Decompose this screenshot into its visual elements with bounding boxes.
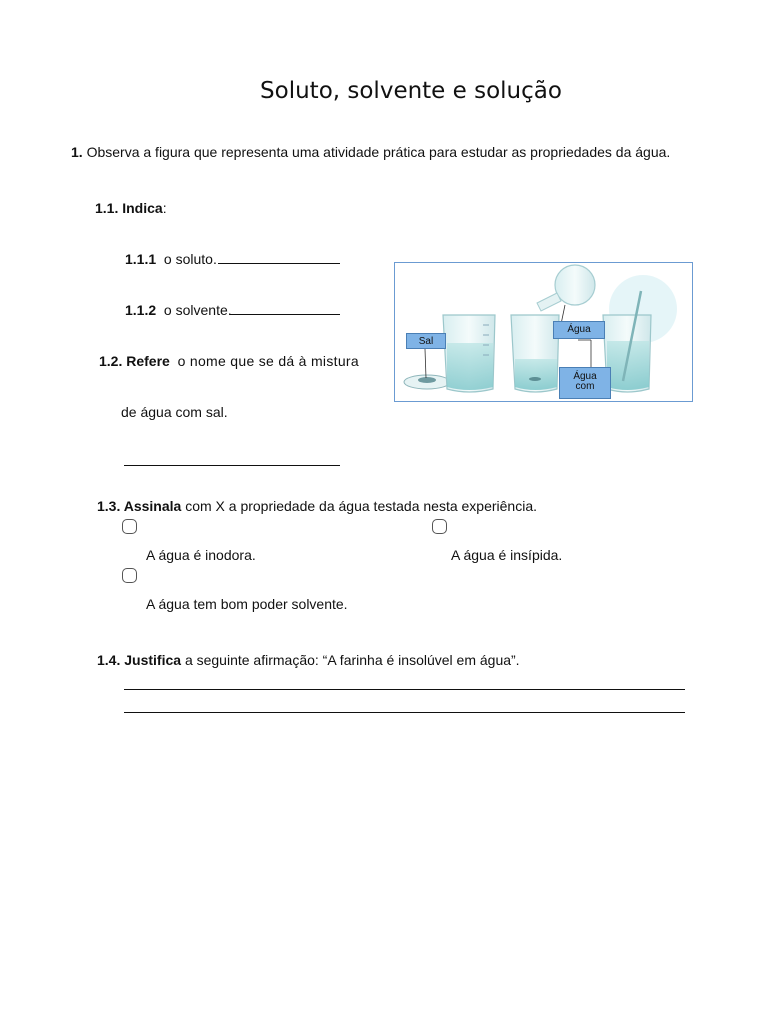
salt-pile [418,377,436,383]
question-1-1-1-text: o soluto. [163,251,217,267]
flask [555,265,595,305]
question-1-3-number: 1.3. Assinala [97,498,182,514]
question-1-3-text: com X a propriedade da água testada nesta experiência. [185,498,537,514]
question-1-3 [97,497,537,515]
question-1-text: Observa a figura que representa uma atividade prática para estudar as propriedades da água. [86,144,671,160]
question-1-1-number: 1.1. Indica [95,200,163,216]
option-solvente-checkbox[interactable] [122,568,137,583]
answer-line-justifica-1[interactable] [124,689,685,690]
question-1-2-text: o nome que se dá à mistura [177,353,359,369]
question-1-4-text: a seguinte afirmação: “A farinha é insolúvel em água”. [184,652,520,668]
question-1-1 [95,199,167,217]
question-1-1-1 [125,250,217,268]
option-inodora-label: A água é inodora. [146,547,256,563]
question-1-1-2-text: o solvente. [163,302,232,318]
question-1 [71,143,670,161]
label-agua-com-line2: com [575,381,595,392]
experiment-figure [394,262,693,402]
question-1-2 [99,352,359,370]
label-agua: Água [553,321,605,339]
label-agua-com-line1: Água [573,371,597,382]
answer-line-mistura[interactable] [124,465,340,466]
question-1-1-1-number: 1.1.1 [125,251,157,267]
question-1-1-2 [125,301,232,319]
question-1-2-number: 1.2. Refere [99,353,170,369]
option-solvente-label: A água tem bom poder solvente. [146,596,348,612]
question-1-2-text-line2: de água com sal. [121,404,228,420]
option-insipida-label: A água é insípida. [451,547,563,563]
question-1-1-2-number: 1.1.2 [125,302,157,318]
label-agua-com [559,367,611,399]
answer-line-justifica-2[interactable] [124,712,685,713]
answer-line-solvente[interactable] [230,314,340,315]
question-1-4 [97,651,520,669]
option-inodora-checkbox[interactable] [122,519,137,534]
question-1-4-number: 1.4. Justifica [97,652,182,668]
answer-line-soluto[interactable] [218,263,340,264]
question-1-number: 1. [71,144,83,160]
option-insipida-checkbox[interactable] [432,519,447,534]
label-sal: Sal [406,333,446,349]
question-1-1-suffix: : [162,200,167,216]
page-title: Soluto, solvente e solução [260,78,562,104]
